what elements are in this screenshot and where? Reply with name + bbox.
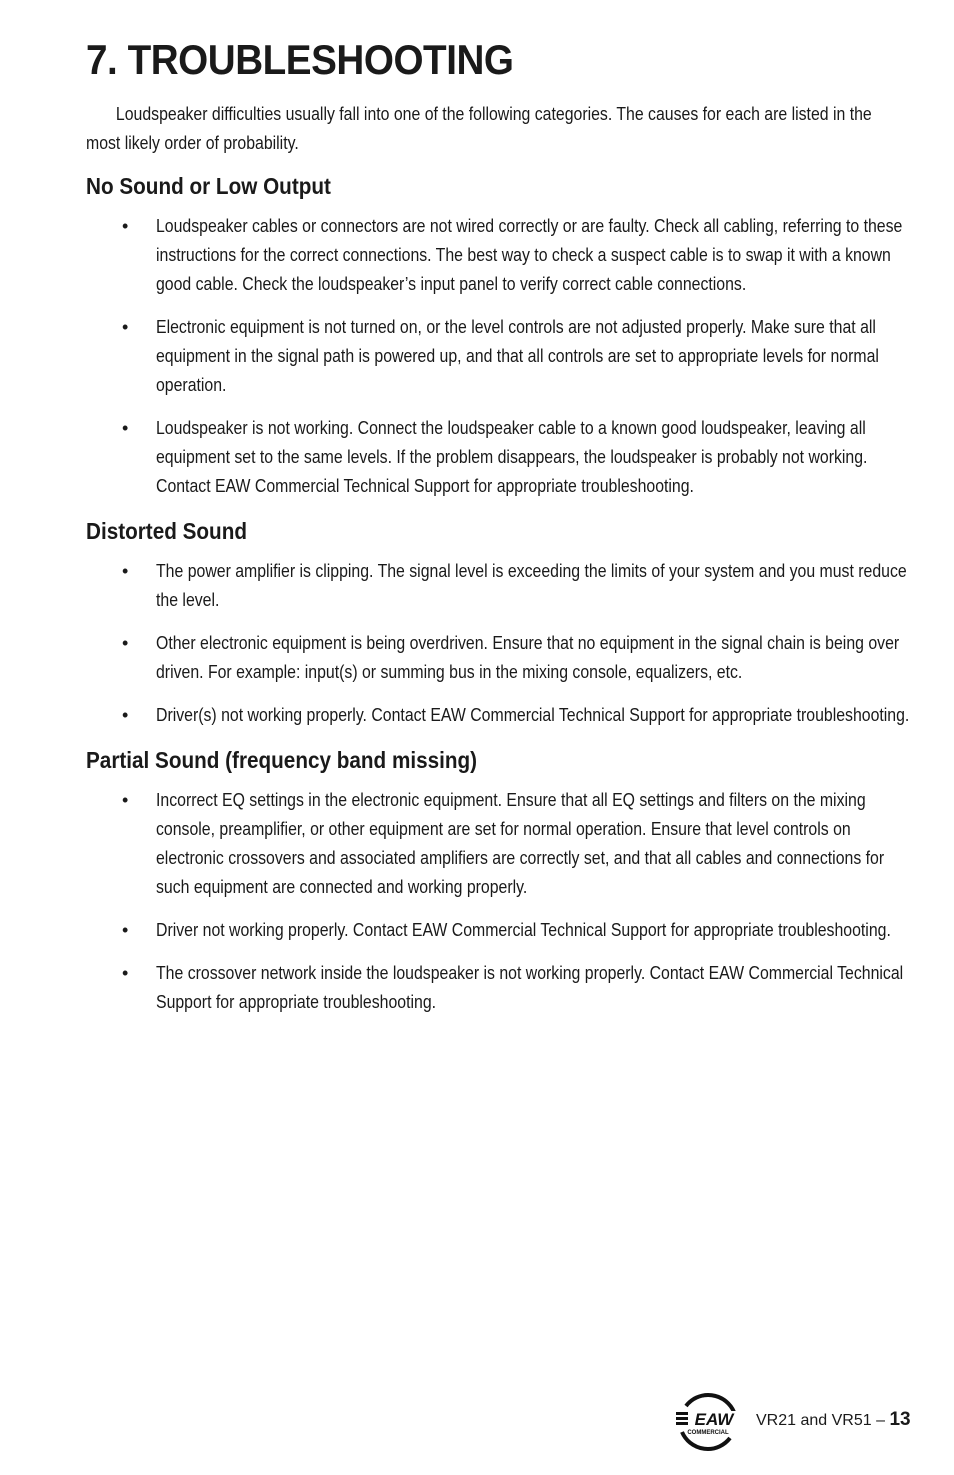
list-item-text: The crossover network inside the loudspeaker is not working properly. Contact EAW Commercial Technical Support for appropriate troubleshooting. bbox=[156, 963, 904, 1012]
logo-subtext: COMMERCIAL bbox=[687, 1430, 729, 1436]
section-partial-sound bbox=[86, 744, 916, 1017]
list-item-text: Driver not working properly. Contact EAW Commercial Technical Support for appropriate troubleshooting. bbox=[156, 920, 891, 940]
list-item bbox=[86, 701, 916, 730]
bullet-icon: • bbox=[122, 705, 129, 725]
bullet-icon: • bbox=[122, 920, 129, 940]
page bbox=[86, 30, 916, 1031]
section-heading: No Sound or Low Output bbox=[86, 173, 331, 199]
list-item bbox=[86, 786, 916, 902]
bullet-icon: • bbox=[122, 317, 129, 337]
section-heading: Partial Sound (frequency band missing) bbox=[86, 747, 478, 773]
list-item bbox=[86, 212, 916, 299]
list-item-text: Driver(s) not working properly. Contact EAW Commercial Technical Support for appropriate troubleshooting. bbox=[156, 705, 910, 725]
list-item-text: Loudspeaker is not working. Connect the loudspeaker cable to a known good loudspeaker, leaving all equipment set to the same levels. If the problem disappears, the loudspeaker is probably not working. Contact EAW Commercial Technical Support for appropriate troubleshooting. bbox=[156, 418, 868, 496]
section-distorted-sound bbox=[86, 515, 916, 730]
bullet-icon: • bbox=[122, 561, 129, 581]
list-item bbox=[86, 916, 916, 945]
bullet-icon: • bbox=[122, 418, 129, 438]
list-item bbox=[86, 959, 916, 1017]
bullet-list bbox=[86, 786, 916, 1017]
list-item-text: Incorrect EQ settings in the electronic equipment. Ensure that all EQ settings and filters on the mixing console, preamplifier, or other equipment are set for normal operation. Ensure that level controls on electronic crossovers and associated amplifiers are correctly set, and that all cables and connections for such equipment are connected and working properly. bbox=[156, 790, 885, 897]
page-title: 7. TROUBLESHOOTING bbox=[86, 36, 514, 83]
list-item bbox=[86, 414, 916, 501]
list-item-text: Other electronic equipment is being overdriven. Ensure that no equipment in the signal chain is being over driven. For example: input(s) or summing bus in the mixing console, equalizers, etc. bbox=[156, 633, 900, 682]
page-number: 13 bbox=[889, 1409, 911, 1430]
list-item bbox=[86, 629, 916, 687]
bullet-list bbox=[86, 557, 916, 730]
section-no-sound bbox=[86, 170, 916, 501]
list-item-text: Electronic equipment is not turned on, or the level controls are not adjusted properly. Make sure that all equipment in the signal path is powered up, and that all controls are set to appropriate levels for normal operation. bbox=[156, 317, 879, 395]
list-item-text: Loudspeaker cables or connectors are not wired correctly or are faulty. Check all cabling, referring to these instructions for the correct connections. The best way to check a suspect cable is to swap it with a known good cable. Check the loudspeaker’s input panel to verify correct cable connections. bbox=[156, 216, 903, 294]
list-item bbox=[86, 557, 916, 615]
list-item bbox=[86, 313, 916, 400]
bullet-icon: • bbox=[122, 790, 129, 810]
intro-paragraph: Loudspeaker difficulties usually fall into one of the following categories. The causes for each are listed in the most likely order of probability. bbox=[86, 104, 872, 153]
logo-text: EAW bbox=[694, 1410, 734, 1429]
bullet-icon: • bbox=[122, 633, 129, 653]
footer-label bbox=[756, 1410, 911, 1431]
section-heading: Distorted Sound bbox=[86, 518, 248, 544]
list-item-text: The power amplifier is clipping. The signal level is exceeding the limits of your system and you must reduce the level. bbox=[156, 561, 907, 610]
eaw-logo-icon bbox=[672, 1388, 744, 1454]
bullet-icon: • bbox=[122, 963, 129, 983]
page-footer bbox=[672, 1388, 922, 1454]
bullet-icon: • bbox=[122, 216, 129, 236]
doc-label: VR21 and VR51 – bbox=[756, 1412, 885, 1429]
bullet-list bbox=[86, 212, 916, 501]
